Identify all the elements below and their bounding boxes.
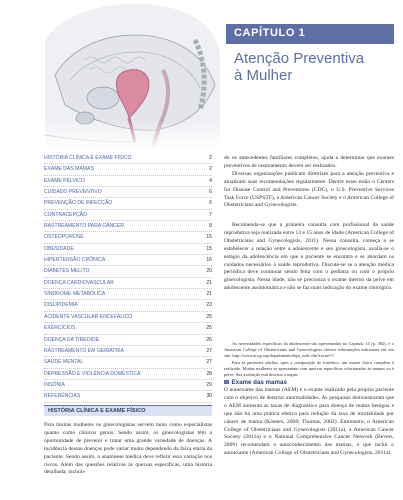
pelvic-anatomy-illustration [45, 0, 220, 150]
toc-item-page: 27 [204, 357, 212, 368]
chapter-title [234, 50, 394, 84]
toc-item-label: SÍNDROME METABÓLICA [44, 291, 106, 298]
toc-item-label: CUIDADO PREVENTIVO [44, 189, 102, 196]
toc-item[interactable] [44, 380, 212, 391]
toc-item[interactable] [44, 187, 212, 198]
toc-item[interactable] [44, 357, 212, 368]
section-heading-breast-exam [224, 378, 394, 387]
toc-item-label: RASTREAMENTO EM GERIATRIA [44, 347, 124, 354]
toc-item-label: DOENÇA CARDIOVASCULAR [44, 279, 114, 286]
toc-item[interactable] [44, 164, 212, 175]
toc-item-label: REFERÊNCIAS [44, 393, 81, 400]
toc-item-label: EXAME DAS MAMAS [44, 166, 94, 173]
toc-item-page: 29 [204, 380, 212, 391]
toc-item[interactable] [44, 153, 212, 164]
toc-item-label: OBESIDADE [44, 245, 74, 252]
toc-item-label: ACIDENTE VASCULAR ENCEFÁLICO [44, 313, 133, 320]
chapter-title-line-2: à Mulher [234, 67, 293, 84]
toc-item-label: DIABETES MELITO [44, 268, 90, 275]
toc-item-label: DISLIPIDEMIA [44, 302, 78, 309]
toc-item-page: 27 [204, 346, 212, 357]
toc-item-page: 16 [204, 255, 212, 266]
paragraph: As necessidades específicas da adolescente são apresentadas no Capítulo 14 (p. 382), e o American College of Obstetricians and Gynecologists oferece informações adicionais em seu site: http://www.acog.org/departments/dept_web.cfm?recno=7. [224, 341, 394, 359]
toc-item-label: DOENÇA DA TIREOIDE [44, 336, 100, 343]
toc-item-label: CONTRACEPÇÃO [44, 211, 88, 218]
paragraph: Para as pacientes adultas, após a composição do histórico, um exame físico completo é realizado. Muitas mulheres se apresentam com queixas específicas relacionadas às mamas ou à pelve. Sua avaliação está descrita a seguir. [224, 359, 394, 378]
toc-item[interactable] [44, 289, 212, 300]
toc-item-page: 25 [204, 312, 212, 323]
section-heading-label: Exame das mamas [231, 379, 287, 386]
toc-item-page: 2 [207, 153, 212, 164]
right-body-text-middle [224, 222, 394, 293]
paragraph: Para muitas mulheres os ginecologistas servem tanto como especialistas quanto como clínicos gerais. Sendo assim, os ginecologistas têm a oportunidade de prevenir e tratar uma grande variedade de doenças. A incidência dessas doenças pode variar muito dependendo da faixa etária da paciente. Sendo assim, a anamnese médica deve refletir essa variação nos riscos. Além das questões relativas às queixas específicas, uma história detalhada, incluin- [44, 422, 212, 476]
right-body-text-bottom [224, 387, 394, 458]
chapter-title-line-1: Atenção Preventiva [234, 50, 365, 67]
toc-item[interactable] [44, 198, 212, 209]
toc-item-page: 7 [207, 210, 212, 221]
table-of-contents [44, 153, 212, 403]
right-body-text-lower [224, 341, 394, 378]
toc-item[interactable] [44, 255, 212, 266]
toc-item-page: 6 [207, 187, 212, 198]
left-body-text [44, 422, 212, 477]
toc-item-page: 21 [204, 278, 212, 289]
toc-item-label: EXAME PÉLVICO [44, 177, 85, 184]
toc-item-label: SAÚDE MENTAL [44, 359, 84, 366]
paragraph: O autoexame das mamas (AEM) é o exame realizado pela própria paciente com o objetivo de detectar anormalidades. As pesquisas demonstraram que o AEM aumenta as taxas de diagnóstico para doença de mama benigna e que não há uma prática efetiva para redução da taxa de mortalidade por câncer de mama (Kösters, 2008; Thomas, 2002). Entretanto, o American College of Obstetricians and Gynecologists (2011a), a American Cancer Society (2011a) e o National Comprehensive Cancer Network (Bevers, 2009) recomendam o autoconhecimento das mamas, o que inclui o autoexame (American College of Obstetricians and Gynecologists, 2011a). [224, 387, 394, 457]
toc-item[interactable] [44, 278, 212, 289]
toc-item-page: 21 [204, 289, 212, 300]
toc-item[interactable] [44, 266, 212, 277]
paragraph: do os antecedentes familiares completos, ajuda a determinar que exames preventivos de rastreamento devem ser realizados. [224, 155, 394, 169]
toc-item-page: 25 [204, 323, 212, 334]
toc-item-page: 15 [204, 244, 212, 255]
toc-item[interactable] [44, 346, 212, 357]
toc-item-label: DEPRESSÃO E VIOLÊNCIA DOMÉSTICA [44, 370, 141, 377]
toc-item-page: 8 [207, 221, 212, 232]
toc-item-page: 30 [204, 391, 212, 402]
toc-item-page: 15 [204, 232, 212, 243]
toc-item-page: 4 [207, 176, 212, 187]
toc-item[interactable] [44, 244, 212, 255]
toc-item-page: 23 [204, 300, 212, 311]
right-body-text-top [224, 155, 394, 210]
toc-item-label: HIPERTENSÃO CRÔNICA [44, 257, 106, 264]
toc-item-page: 2 [207, 164, 212, 175]
toc-item[interactable] [44, 369, 212, 380]
chapter-label-box [226, 24, 394, 44]
toc-item-label: OSTEOPOROSE [44, 234, 84, 241]
toc-item[interactable] [44, 210, 212, 221]
toc-item[interactable] [44, 391, 212, 402]
toc-item-page: 28 [204, 369, 212, 380]
toc-item[interactable] [44, 221, 212, 232]
paragraph: Diversas organizações publicam diretrizes para a atenção preventiva e atualizam suas recomendações regularmente. Dentre estas estão o Centers for Disease Control and Preventions (CDC), o U.S. Preventive Services Task Force (USPSTF), a American Cancer Society e o American College of Obstetricians and Gynecologists. [224, 170, 394, 209]
square-bullet-icon [224, 380, 229, 385]
toc-item-page: 26 [204, 335, 212, 346]
toc-item[interactable] [44, 176, 212, 187]
toc-item-label: EXERCÍCIOS [44, 325, 76, 332]
toc-item-label: HISTÓRIA CLÍNICA E EXAME FÍSICO [44, 155, 132, 161]
section-heading-history: HISTÓRIA CLÍNICA E EXAME FÍSICO [44, 405, 212, 416]
toc-item-page: 6 [207, 198, 212, 209]
toc-item[interactable] [44, 232, 212, 243]
toc-item[interactable] [44, 300, 212, 311]
toc-item-page: 20 [204, 266, 212, 277]
toc-item[interactable] [44, 335, 212, 346]
toc-item-label: PREVENÇÃO DE INFECÇÃO [44, 200, 113, 207]
toc-item-label: RASTREAMENTO PARA CÂNCER [44, 223, 124, 230]
toc-item[interactable] [44, 312, 212, 323]
toc-item[interactable] [44, 323, 212, 334]
chapter-label: CAPÍTULO 1 [234, 27, 306, 39]
paragraph: Recomenda-se que a primeira consulta com profissional da saúde reprodutiva seja realizada entre 13 e 15 anos de idade (American College of Obstetricians and Gynecologists, 2011). Nessa consulta, começa a se estabelecer a relação entre a adolescente e seu ginecologista, avalia-se o estágio da adolescência em que a paciente se encontra e se abordam os cuidados necessários à saúde reprodutiva. Discute-se se a atenção médica periódica deve continuar sendo feita com o pediatra ou com o próprio ginecologista. Nessa idade, não se preconiza o exame interno da pelve em adolescente assintomática e não se faz mais indicação do exame citológico. [224, 222, 394, 292]
toc-item-label: INSÔNIA [44, 381, 65, 388]
